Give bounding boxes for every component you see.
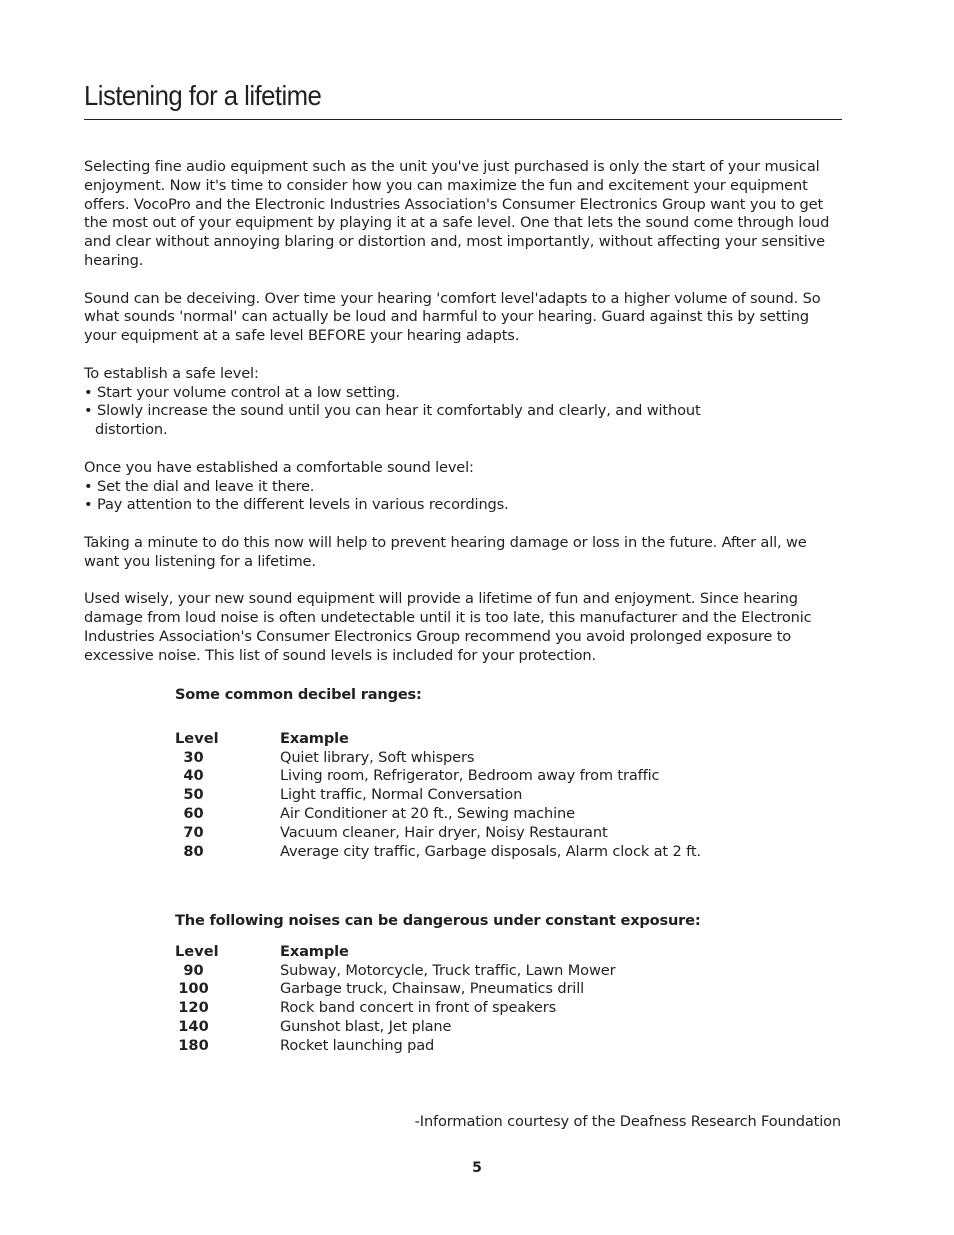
prevention-paragraph: Taking a minute to do this now will help to prevent hearing damage or loss in the future. After all, we want you listening for a lifetime. — [84, 533, 807, 570]
table-row — [175, 843, 795, 862]
level-value: 40 — [183, 767, 204, 785]
example-column-header: Example — [280, 729, 349, 747]
page-number: 5 — [472, 1160, 482, 1176]
table-row — [175, 767, 795, 786]
table-row — [175, 980, 795, 999]
example-value: Light traffic, Normal Conversation — [280, 786, 523, 804]
level-column-header: Level — [175, 942, 219, 960]
level-value: 80 — [183, 842, 204, 860]
title-divider — [84, 119, 842, 120]
level-value: 60 — [183, 804, 204, 822]
example-value: Air Conditioner at 20 ft., Sewing machine — [280, 804, 575, 822]
level-value: 70 — [183, 823, 204, 841]
table-row — [175, 786, 795, 805]
safe-level-list — [84, 384, 844, 440]
example-value: Living room, Refrigerator, Bedroom away from traffic — [280, 767, 660, 785]
example-value: Gunshot blast, Jet plane — [280, 1017, 452, 1035]
table-header-row — [175, 943, 795, 962]
level-value: 90 — [183, 961, 204, 979]
table-heading: Some common decibel ranges: — [175, 686, 422, 703]
comfort-level-intro: Once you have established a comfortable sound level: — [84, 458, 474, 476]
example-column-header: Example — [280, 942, 349, 960]
example-value: Rock band concert in front of speakers — [280, 999, 557, 1017]
table-row — [175, 1037, 795, 1056]
example-value: Average city traffic, Garbage disposals, Alarm clock at 2 ft. — [280, 842, 701, 860]
body-text — [84, 158, 844, 684]
comfort-level-list — [84, 478, 844, 516]
list-item: • Set the dial and leave it there. — [84, 478, 844, 497]
page-title: Listening for a lifetime — [84, 80, 322, 111]
table-row — [175, 805, 795, 824]
example-value: Vacuum cleaner, Hair dryer, Noisy Restaurant — [280, 823, 608, 841]
common-decibel-table — [175, 686, 795, 861]
example-value: Rocket launching pad — [280, 1036, 435, 1054]
level-value: 120 — [178, 999, 209, 1017]
protection-paragraph: Used wisely, your new sound equipment will provide a lifetime of fun and enjoyment. Since hearing damage from loud noise is often undetectable until it is too late, this manufacturer and the Electronic Industries Association's Consumer Electronics Group recommend you avoid prolonged exposure to excessive noise. This list of sound levels is included for your protection. — [84, 590, 812, 664]
list-item: • Start your volume control at a low setting. — [84, 384, 844, 403]
table-heading: The following noises can be dangerous under constant exposure: — [175, 912, 701, 929]
table-row — [175, 962, 795, 981]
table-header-row — [175, 730, 795, 749]
dangerous-noise-table — [175, 912, 795, 1056]
source-credit: -Information courtesy of the Deafness Research Foundation — [414, 1113, 841, 1130]
example-value: Garbage truck, Chainsaw, Pneumatics drill — [280, 980, 585, 998]
level-value: 100 — [178, 980, 209, 998]
intro-paragraph: Selecting fine audio equipment such as the unit you've just purchased is only the start of your musical enjoyment. Now it's time to consider how you can maximize the fun and excitement your equipment offers. VocoPro and the Electronic Industries Association's Consumer Electronics Group want you to get the most out of your equipment by playing it at a safe level. One that lets the sound come through loud and clear without annoying blaring or distortion and, most importantly, without affecting your sensitive hearing. — [84, 158, 830, 269]
example-value: Subway, Motorcycle, Truck traffic, Lawn Mower — [280, 961, 616, 979]
level-value: 30 — [183, 748, 204, 766]
list-item: • Pay attention to the different levels in various recordings. — [84, 496, 844, 515]
table-row — [175, 999, 795, 1018]
level-column-header: Level — [175, 729, 219, 747]
table-row — [175, 824, 795, 843]
level-value: 140 — [178, 1017, 209, 1035]
level-value: 180 — [178, 1036, 209, 1054]
list-item: • Slowly increase the sound until you can hear it comfortably and clearly, and without distortion. — [84, 402, 844, 440]
safe-level-intro: To establish a safe level: — [84, 364, 259, 382]
example-value: Quiet library, Soft whispers — [280, 748, 475, 766]
table-row — [175, 1018, 795, 1037]
table-row — [175, 749, 795, 768]
deceiving-paragraph: Sound can be deceiving. Over time your hearing 'comfort level'adapts to a higher volume of sound. So what sounds 'normal' can actually be loud and harmful to your hearing. Guard against this by setting your equipment at a safe level BEFORE your hearing adapts. — [84, 289, 821, 345]
level-value: 50 — [183, 786, 204, 804]
